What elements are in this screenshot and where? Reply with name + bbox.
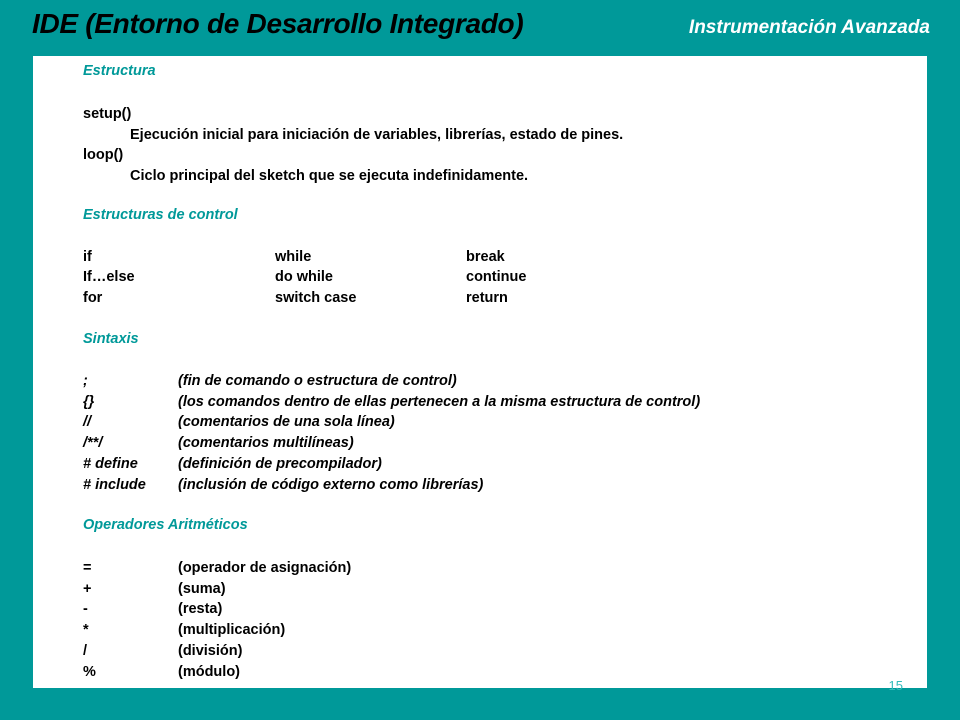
page-number: 15 (888, 678, 903, 693)
operator-description: (división) (178, 643, 243, 659)
setup-name: setup() (83, 106, 132, 122)
syntax-description: (los comandos dentro de ellas pertenecen a la misma estructura de control) (178, 394, 701, 410)
operator-description: (suma) (178, 581, 226, 597)
operator-symbol: - (83, 601, 88, 617)
section-heading-operadores: Operadores Aritméticos (83, 517, 248, 533)
setup-description: Ejecución inicial para iniciación de variables, librerías, estado de pines. (130, 127, 624, 143)
syntax-symbol: {} (83, 394, 95, 410)
control-keyword: If…else (83, 269, 135, 285)
control-keyword: switch case (275, 290, 357, 306)
section-heading-estructura: Estructura (83, 63, 156, 79)
section-heading-control: Estructuras de control (83, 207, 238, 223)
content-panel (33, 56, 927, 688)
section-heading-sintaxis: Sintaxis (83, 331, 139, 347)
syntax-description: (definición de precompilador) (178, 456, 382, 472)
operator-symbol: / (83, 643, 88, 659)
control-keyword: return (466, 290, 508, 306)
operator-description: (resta) (178, 601, 223, 617)
syntax-symbol: # include (83, 477, 146, 493)
syntax-symbol: ; (83, 373, 88, 389)
syntax-description: (comentarios de una sola línea) (178, 414, 395, 430)
operator-symbol: % (83, 664, 96, 680)
slide-title: IDE (Entorno de Desarrollo Integrado) (32, 8, 524, 39)
operator-description: (operador de asignación) (178, 560, 352, 576)
syntax-symbol: // (83, 414, 92, 430)
control-keyword: continue (466, 269, 527, 285)
syntax-description: (fin de comando o estructura de control) (178, 373, 457, 389)
syntax-description: (inclusión de código externo como librerías) (178, 477, 484, 493)
control-keyword: while (275, 249, 312, 265)
course-name: Instrumentación Avanzada (688, 17, 930, 38)
syntax-symbol: # define (83, 456, 138, 472)
syntax-symbol: /**/ (83, 435, 103, 451)
loop-description: Ciclo principal del sketch que se ejecuta indefinidamente. (130, 168, 529, 184)
operator-symbol: = (83, 560, 92, 576)
operator-description: (módulo) (178, 664, 241, 680)
operator-description: (multiplicación) (178, 622, 286, 638)
operator-symbol: + (83, 581, 92, 597)
control-keyword: do while (275, 269, 333, 285)
syntax-description: (comentarios multilíneas) (178, 435, 354, 451)
control-keyword: if (83, 249, 92, 265)
control-keyword: for (83, 290, 103, 306)
control-keyword: break (466, 249, 505, 265)
operator-symbol: * (83, 622, 89, 638)
loop-name: loop() (83, 147, 124, 163)
